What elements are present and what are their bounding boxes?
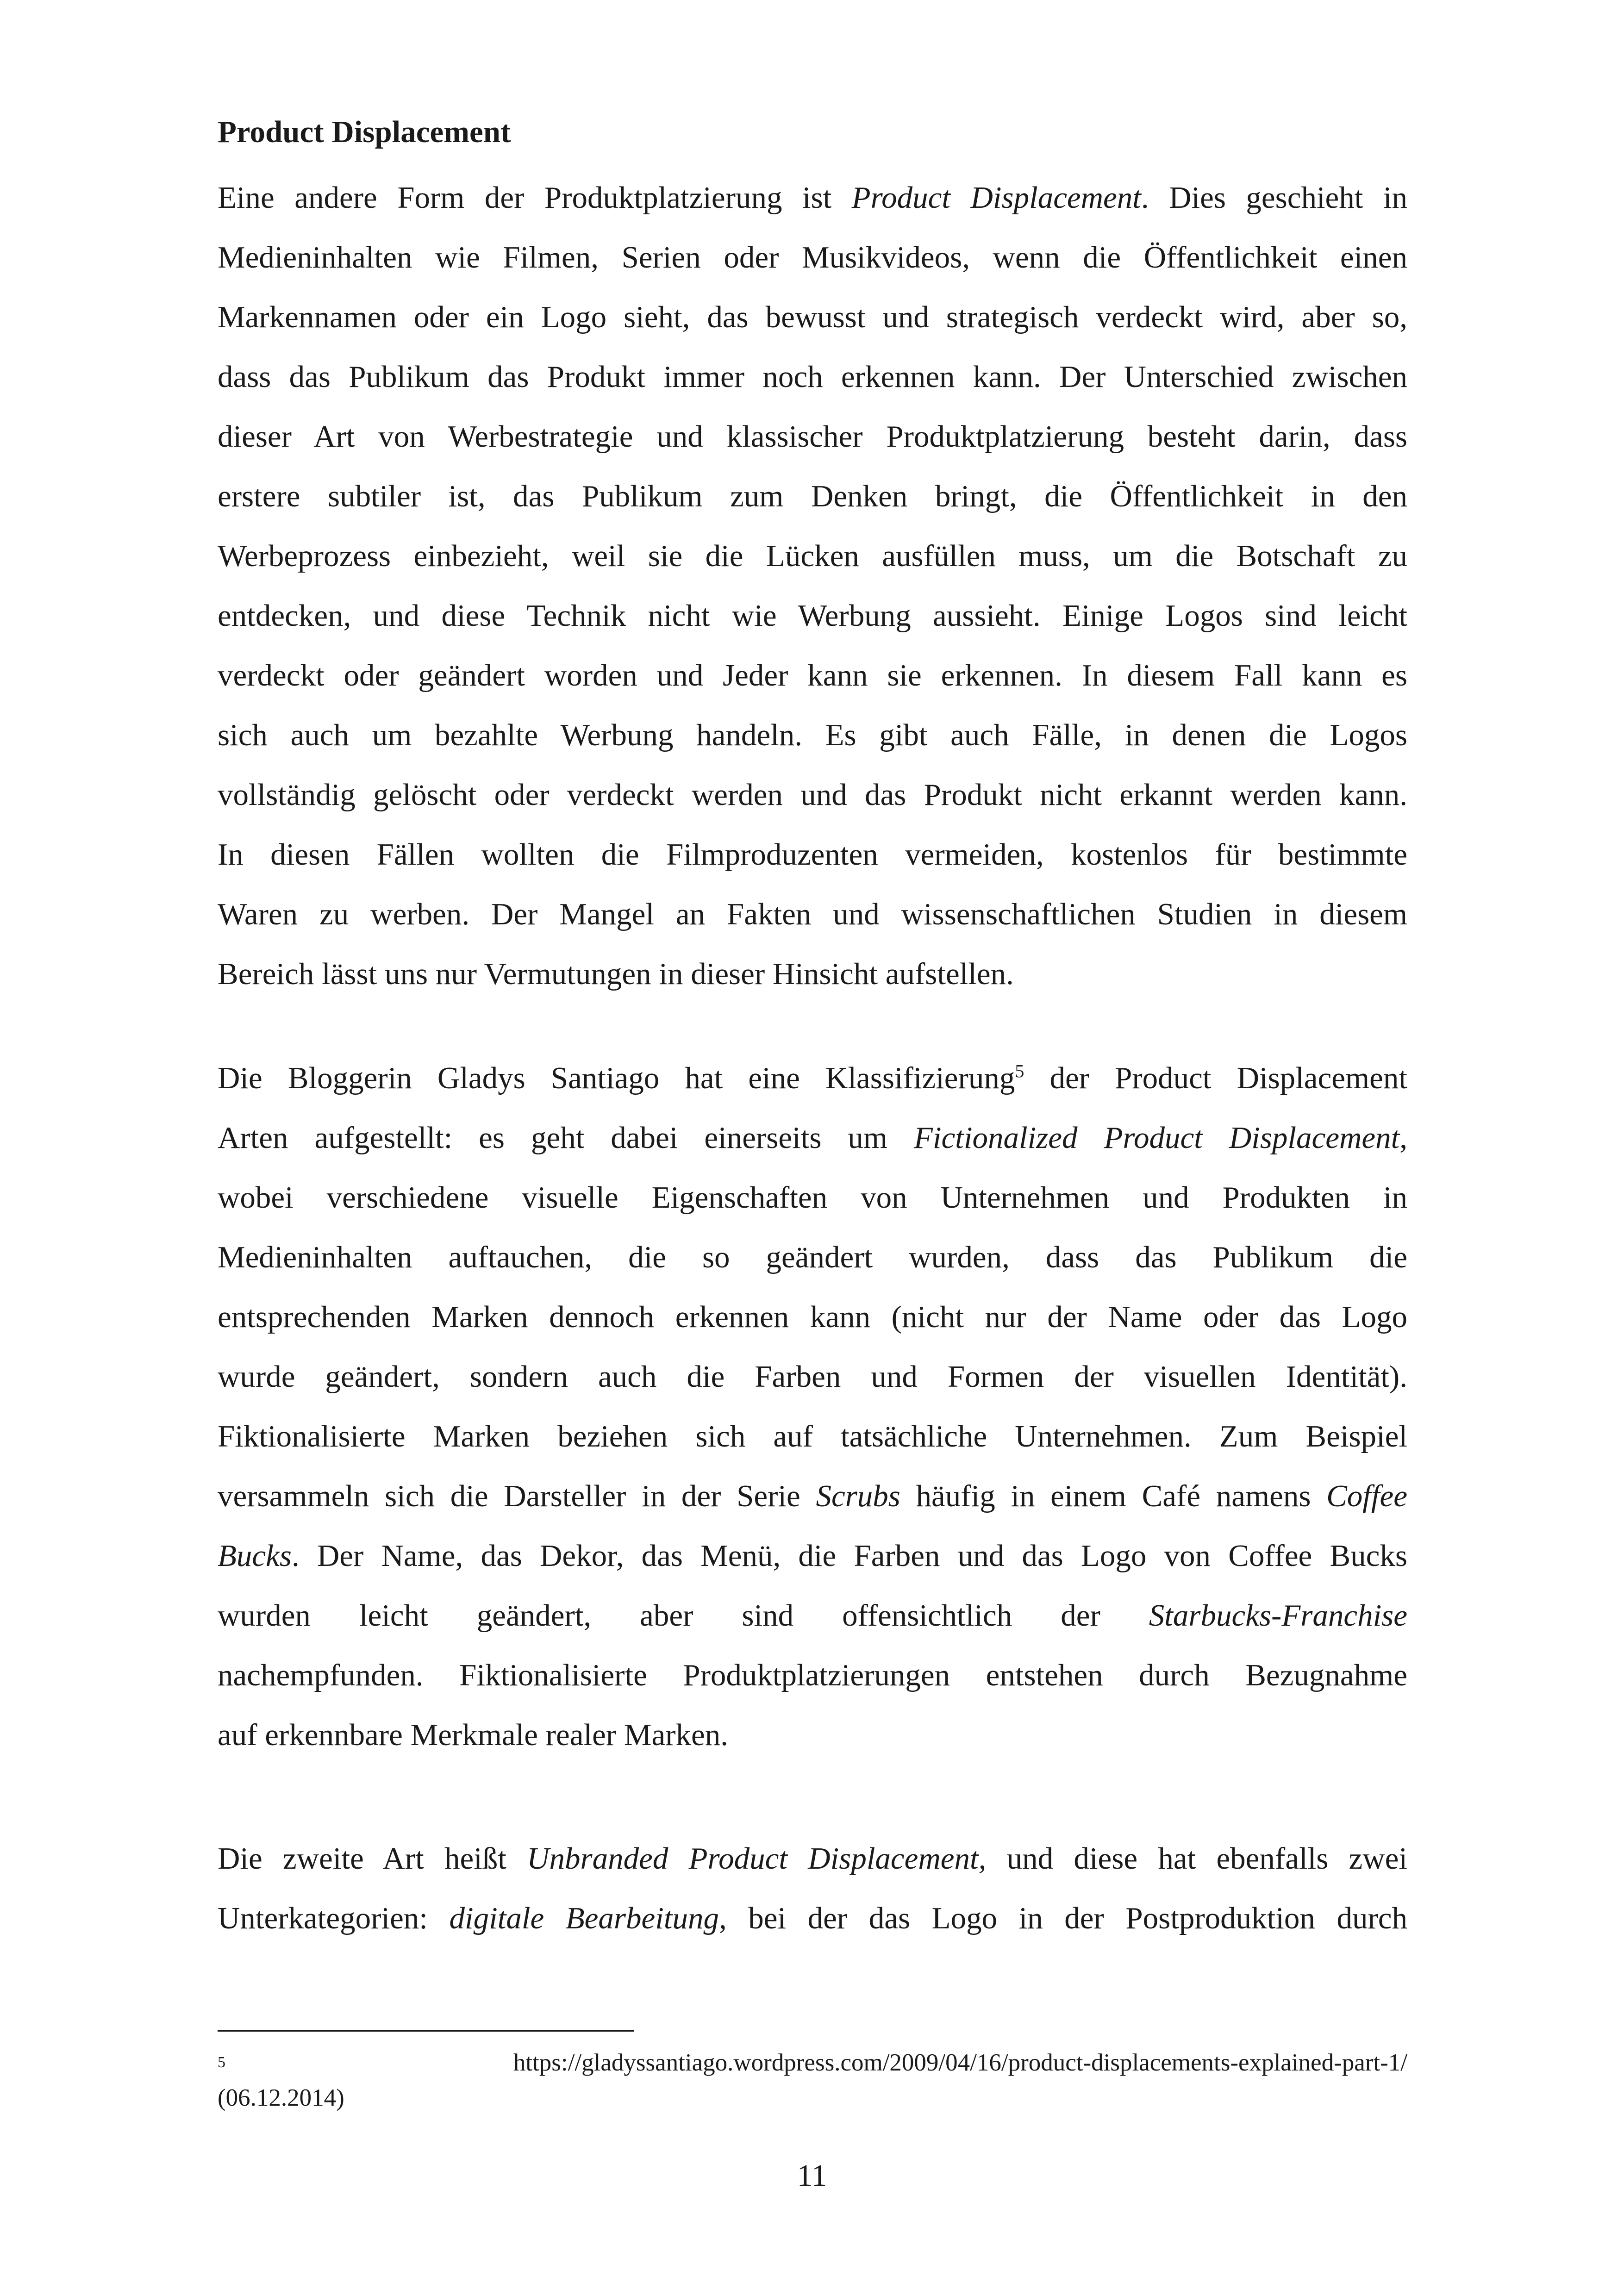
text-line: [218, 1526, 1407, 1586]
text-line: [218, 1228, 1407, 1287]
text-line: [218, 1586, 1407, 1646]
text-segment: Werbeprozess einbezieht, weil sie die Lücken ausfüllen muss, um die Botschaft zu: [218, 539, 1407, 573]
paragraph-classification: [218, 1048, 1407, 1765]
text-line: [218, 1287, 1407, 1347]
text-segment: verdeckt oder geändert worden und Jeder kann sie erkennen. In diesem Fall kann es: [218, 658, 1407, 692]
text-segment: der Product Displacement: [1024, 1061, 1407, 1095]
italic-text: Coffee: [1326, 1479, 1407, 1513]
text-segment: erstere subtiler ist, das Publikum zum Denken bringt, die Öffentlichkeit in den: [218, 479, 1407, 513]
text-segment: Waren zu werben. Der Mangel an Fakten und wissenschaftlichen Studien in diesem: [218, 897, 1407, 931]
text-segment: entdecken, und diese Technik nicht wie Werbung aussieht. Einige Logos sind leicht: [218, 599, 1407, 633]
text-line: [218, 825, 1407, 885]
italic-text: Bucks: [218, 1539, 292, 1573]
text-segment: Die Bloggerin Gladys Santiago hat eine Klassifizierung: [218, 1061, 1015, 1095]
text-segment: Unterkategorien:: [218, 1901, 450, 1935]
text-line: [218, 1168, 1407, 1228]
text-segment: auf erkennbare Merkmale realer Marken.: [218, 1718, 729, 1752]
text-segment: Medieninhalten auftauchen, die so geändert wurden, dass das Publikum die: [218, 1240, 1407, 1274]
text-line: [218, 1108, 1407, 1168]
italic-text: Starbucks-Franchise: [1149, 1598, 1407, 1633]
text-segment: , bei der das Logo in der Postproduktion durch: [718, 1901, 1407, 1935]
text-line: [218, 646, 1407, 705]
text-line: [218, 1829, 1407, 1889]
text-segment: Fiktionalisierte Marken beziehen sich auf tatsächliche Unternehmen. Zum Beispiel: [218, 1419, 1407, 1453]
text-segment: häufig in einem Café namens: [900, 1479, 1327, 1513]
text-segment: dass das Publikum das Produkt immer noch erkennen kann. Der Unterschied zwischen: [218, 360, 1407, 394]
text-segment: wurden leicht geändert, aber sind offensichtlich der: [218, 1598, 1149, 1633]
paragraph-product-displacement: [218, 168, 1407, 1004]
text-segment: nachempfunden. Fiktionalisierte Produktplatzierungen entstehen durch Bezugnahme: [218, 1658, 1407, 1692]
italic-text: Fictionalized Product Displacement: [913, 1121, 1400, 1155]
text-line: [218, 1466, 1407, 1526]
paragraph-unbranded: [218, 1829, 1407, 1948]
text-line: [218, 287, 1407, 347]
text-line: [218, 168, 1407, 228]
text-line: [218, 1407, 1407, 1466]
text-segment: Bereich lässt uns nur Vermutungen in dieser Hinsicht aufstellen.: [218, 957, 1014, 991]
text-line: [218, 1048, 1407, 1108]
text-line: [218, 944, 1407, 1004]
text-line: [218, 407, 1407, 467]
text-segment: Eine andere Form der Produktplatzierung ist: [218, 181, 852, 215]
text-segment: wobei verschiedene visuelle Eigenschaften von Unternehmen und Produkten in: [218, 1180, 1407, 1215]
text-line: [218, 1705, 1407, 1765]
text-line: [218, 586, 1407, 646]
text-segment: In diesen Fällen wollten die Filmproduzenten vermeiden, kostenlos für bestimmte: [218, 837, 1407, 872]
text-line: [218, 885, 1407, 944]
text-segment: . Dies geschieht in: [1141, 181, 1407, 215]
italic-text: Scrubs: [816, 1479, 900, 1513]
footnote-reference: 5: [1015, 1060, 1024, 1082]
footnote: [218, 2045, 1407, 2115]
text-segment: Arten aufgestellt: es geht dabei einerseits um: [218, 1121, 914, 1155]
text-line: [218, 347, 1407, 407]
text-segment: vollständig gelöscht oder verdeckt werden und das Produkt nicht erkannt werden kann.: [218, 778, 1407, 812]
text-segment: . Der Name, das Dekor, das Menü, die Farben und das Logo von Coffee Bucks: [291, 1539, 1407, 1573]
italic-text: Unbranded Product Displacement,: [527, 1841, 987, 1876]
text-segment: Markennamen oder ein Logo sieht, das bewusst und strategisch verdeckt wird, aber so,: [218, 300, 1407, 334]
text-segment: Die zweite Art heißt: [218, 1841, 527, 1876]
text-segment: wurde geändert, sondern auch die Farben und Formen der visuellen Identität).: [218, 1360, 1407, 1394]
text-line: [218, 1347, 1407, 1407]
footnote-line-1: [218, 2045, 1407, 2080]
footnote-separator: [218, 2030, 634, 2032]
text-segment: entsprechenden Marken dennoch erkennen kann (nicht nur der Name oder das Logo: [218, 1300, 1407, 1334]
text-segment: Medieninhalten wie Filmen, Serien oder Musikvideos, wenn die Öffentlichkeit einen: [218, 240, 1407, 274]
italic-text: digitale Bearbeitung: [449, 1901, 719, 1935]
italic-text: Product Displacement: [851, 181, 1141, 215]
text-segment: ,: [1399, 1121, 1407, 1155]
text-line: [218, 467, 1407, 526]
text-line: [218, 526, 1407, 586]
text-line: [218, 1889, 1407, 1948]
text-line: [218, 765, 1407, 825]
text-segment: sich auch um bezahlte Werbung handeln. Es gibt auch Fälle, in denen die Logos: [218, 718, 1407, 752]
page-number: 11: [797, 2158, 827, 2193]
text-segment: versammeln sich die Darsteller in der Serie: [218, 1479, 816, 1513]
text-segment: dieser Art von Werbestrategie und klassischer Produktplatzierung besteht darin, dass: [218, 419, 1407, 454]
text-line: [218, 1646, 1407, 1705]
text-segment: und diese hat ebenfalls zwei: [986, 1841, 1407, 1876]
section-heading: Product Displacement: [218, 115, 511, 149]
footnote-url: https://gladyssantiago.wordpress.com/2009/04/16/product-displacements-explained-part-1/: [513, 2049, 1407, 2076]
footnote-mark: 5: [218, 2054, 225, 2071]
footnote-date: (06.12.2014): [218, 2084, 344, 2111]
text-line: [218, 228, 1407, 287]
text-line: [218, 705, 1407, 765]
